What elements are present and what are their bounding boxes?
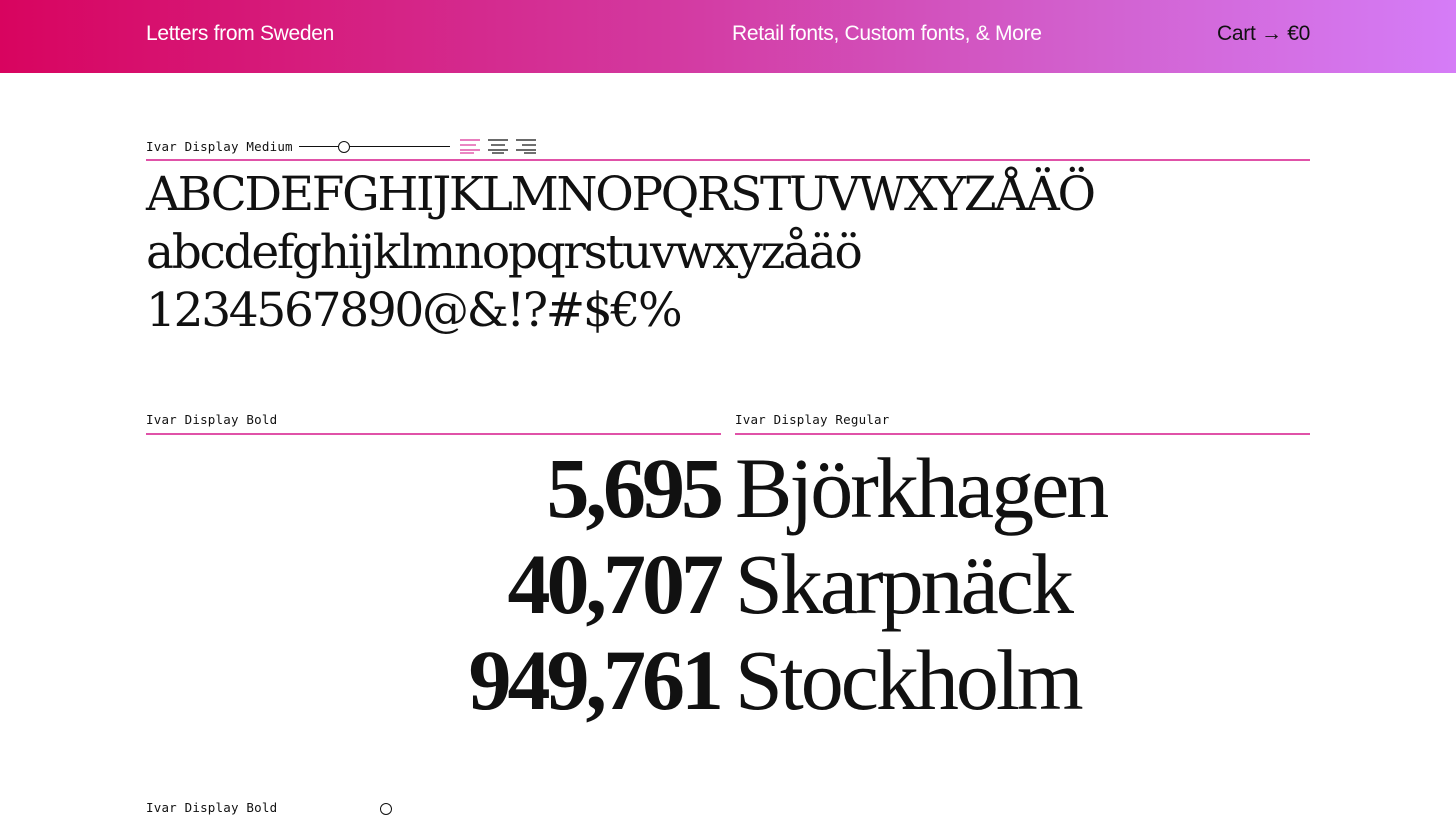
number-line: 5,695 xyxy=(546,440,720,536)
style-label: Ivar Display Medium xyxy=(146,139,293,154)
font-size-slider[interactable] xyxy=(299,138,450,156)
lowercase-glyphs: abcdefghijklmnopqrstuvwxyzåäö xyxy=(146,225,861,280)
place-line: Björkhagen xyxy=(735,440,1107,536)
brand-link[interactable]: Letters from Sweden xyxy=(146,22,335,45)
align-center-icon[interactable] xyxy=(487,138,509,154)
next-specimen-toolbar xyxy=(146,796,1310,818)
right-column-divider xyxy=(735,433,1310,435)
uppercase-glyphs: ABCDEFGHIJKLMNOPQRSTUVWXYZÅÄÖ xyxy=(146,167,1094,222)
bold-style-label: Ivar Display Bold xyxy=(146,412,278,427)
left-column-divider xyxy=(146,433,721,435)
next-slider-thumb[interactable] xyxy=(380,803,392,815)
nav-link-fonts[interactable]: Retail fonts, Custom fonts, & More xyxy=(732,22,1042,45)
number-line: 40,707 xyxy=(507,536,720,632)
places-column xyxy=(735,440,1310,728)
slider-thumb[interactable] xyxy=(338,141,350,153)
place-line: Stockholm xyxy=(735,632,1081,728)
figures-symbols-glyphs: 1234567890@&!?#$€% xyxy=(146,283,681,338)
align-right-icon[interactable] xyxy=(514,138,536,154)
specimen-toolbar xyxy=(146,136,1310,158)
regular-style-label: Ivar Display Regular xyxy=(735,412,890,427)
place-line: Skarpnäck xyxy=(735,536,1071,632)
align-left-icon[interactable] xyxy=(460,138,482,154)
next-font-size-slider[interactable] xyxy=(296,799,436,817)
numbers-column xyxy=(146,440,720,728)
slider-track xyxy=(299,146,450,147)
number-line: 949,761 xyxy=(468,632,720,728)
next-style-label: Ivar Display Bold xyxy=(146,800,278,815)
cart-link[interactable]: Cart → €0 xyxy=(1217,22,1310,45)
glyph-specimen xyxy=(146,166,1310,340)
section-divider xyxy=(146,159,1310,161)
top-header-bar xyxy=(0,0,1456,73)
